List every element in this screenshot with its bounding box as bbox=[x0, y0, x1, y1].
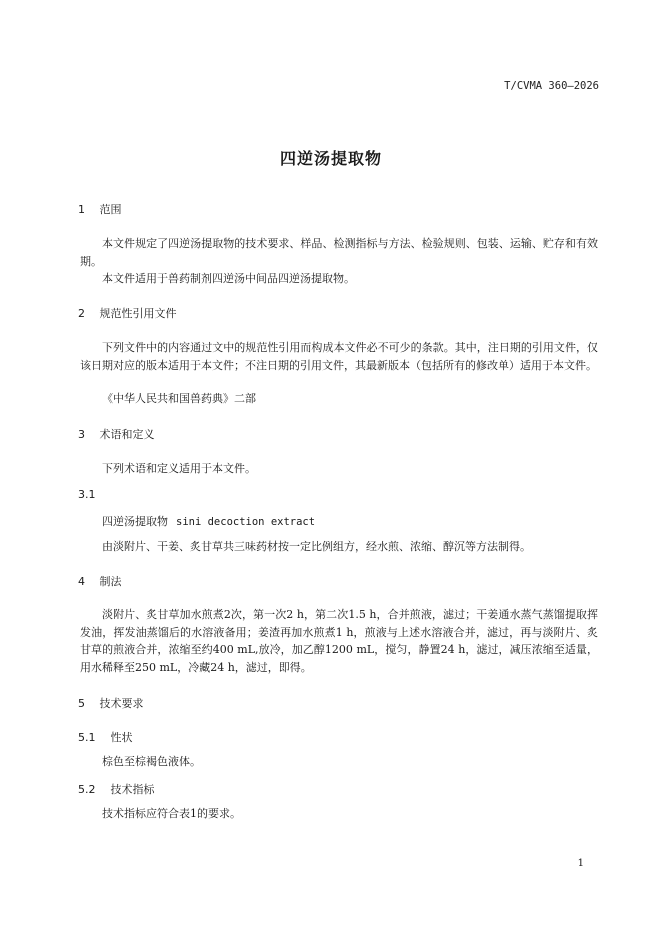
section-1-paragraph-1: 本文件规定了四逆汤提取物的技术要求、样品、检测指标与方法、检验规则、包装、运输、贮存和有效期。 bbox=[80, 237, 598, 268]
subsection-title: 性状 bbox=[110, 731, 133, 744]
section-3-paragraph-1: 下列术语和定义适用于本文件。 bbox=[102, 462, 256, 475]
subsection-number: 5.1 bbox=[78, 731, 96, 744]
term-entry bbox=[102, 513, 315, 529]
section-number: 1 bbox=[78, 203, 85, 216]
section-number: 5 bbox=[78, 697, 85, 710]
section-2-reference: 《中华人民共和国兽药典》二部 bbox=[102, 392, 256, 405]
section-5-heading bbox=[78, 695, 144, 711]
subsection-3-1-number bbox=[78, 488, 96, 501]
section-title: 制法 bbox=[99, 575, 122, 588]
section-title: 术语和定义 bbox=[99, 428, 155, 441]
section-title: 规范性引用文件 bbox=[99, 307, 177, 320]
section-3-heading bbox=[78, 426, 155, 442]
section-2-heading bbox=[78, 305, 177, 321]
document-title: 四逆汤提取物 bbox=[279, 149, 382, 168]
section-1-heading bbox=[78, 201, 122, 217]
subsection-number: 5.2 bbox=[78, 783, 96, 796]
document-number: T/CVMA 360—2026 bbox=[504, 80, 599, 92]
subsection-5-1-heading bbox=[78, 729, 133, 745]
section-title: 技术要求 bbox=[99, 697, 144, 710]
section-4-paragraph-1: 淡附片、炙甘草加水煎煮2次，第一次2 h，第二次1.5 h，合并煎液，滤过；干姜通水蒸气蒸馏提取挥发油，挥发油蒸馏后的水溶液备用；姜渣再加水煎煮1 h，煎液与上述水溶液合并，滤过，再与淡附片、炙甘草的煎液合并，浓缩至约400 mL,放冷，加乙醇1200 mL，搅匀，静置24 h，滤过，减压浓缩至适量，用水稀释至250 mL，冷藏24 h，滤过，即得。 bbox=[80, 608, 598, 674]
subsection-5-1-text: 棕色至棕褐色液体。 bbox=[102, 755, 201, 768]
subsection-title: 技术指标 bbox=[110, 783, 155, 796]
subsection-number: 3.1 bbox=[78, 488, 96, 501]
section-2-paragraph-1: 下列文件中的内容通过文中的规范性引用而构成本文件必不可少的条款。其中，注日期的引用文件，仅该日期对应的版本适用于本文件；不注日期的引用文件，其最新版本（包括所有的修改单）适用于本文件。 bbox=[80, 341, 598, 372]
term-zh: 四逆汤提取物 bbox=[102, 515, 168, 528]
section-title: 范围 bbox=[99, 203, 122, 216]
section-4-heading bbox=[78, 573, 122, 589]
term-definition: 由淡附片、干姜、炙甘草共三味药材按一定比例组方，经水煎、浓缩、醇沉等方法制得。 bbox=[102, 540, 531, 553]
section-number: 2 bbox=[78, 307, 85, 320]
section-number: 3 bbox=[78, 428, 85, 441]
subsection-5-2-text: 技术指标应符合表1的要求。 bbox=[102, 807, 241, 820]
section-number: 4 bbox=[78, 575, 85, 588]
page-number: 1 bbox=[577, 858, 584, 869]
term-en: sini decoction extract bbox=[176, 516, 316, 528]
section-1-paragraph-2: 本文件适用于兽药制剂四逆汤中间品四逆汤提取物。 bbox=[102, 272, 355, 285]
subsection-5-2-heading bbox=[78, 781, 155, 797]
